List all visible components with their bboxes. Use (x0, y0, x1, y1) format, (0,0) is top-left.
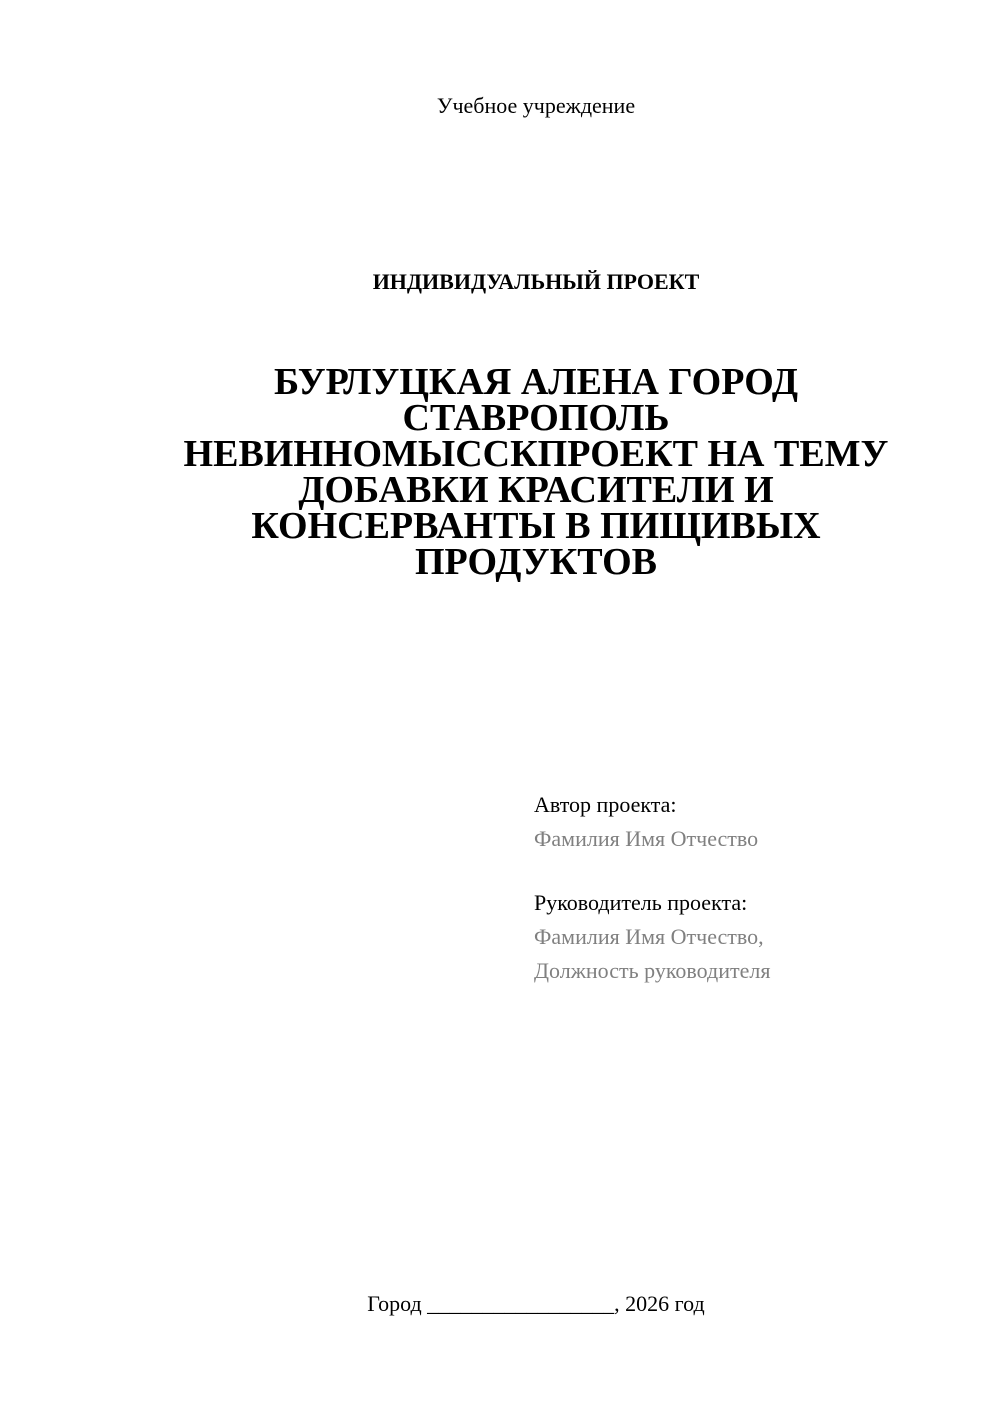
project-title-line: СТАВРОПОЛЬ (402, 397, 670, 439)
project-title-line: ДОБАВКИ КРАСИТЕЛИ И (298, 469, 774, 511)
project-title-line: КОНСЕРВАНТЫ В ПИЩИВЫХ (251, 505, 821, 547)
project-title-line: НЕВИННОМЫССКПРОЕКТ НА ТЕМУ (183, 433, 889, 475)
author-name-placeholder: Фамилия Имя Отчество (534, 826, 759, 851)
institution-name: Учебное учреждение (436, 93, 636, 118)
supervisor-label: Руководитель проекта: (534, 890, 748, 915)
city-year-footer: Город _________________, 2026 год (367, 1291, 705, 1316)
project-title (170, 361, 902, 583)
supervisor-position-placeholder: Должность руководителя (534, 958, 771, 983)
author-label: Автор проекта: (534, 792, 677, 817)
credits-block (534, 788, 974, 988)
project-title-line: ПРОДУКТОВ (414, 541, 657, 583)
supervisor-name-placeholder: Фамилия Имя Отчество, (534, 924, 764, 949)
project-type-heading: ИНДИВИДУАЛЬНЫЙ ПРОЕКТ (372, 269, 700, 294)
credits-spacer (534, 856, 974, 886)
project-title-line: БУРЛУЦКАЯ АЛЕНА ГОРОД (273, 361, 799, 403)
